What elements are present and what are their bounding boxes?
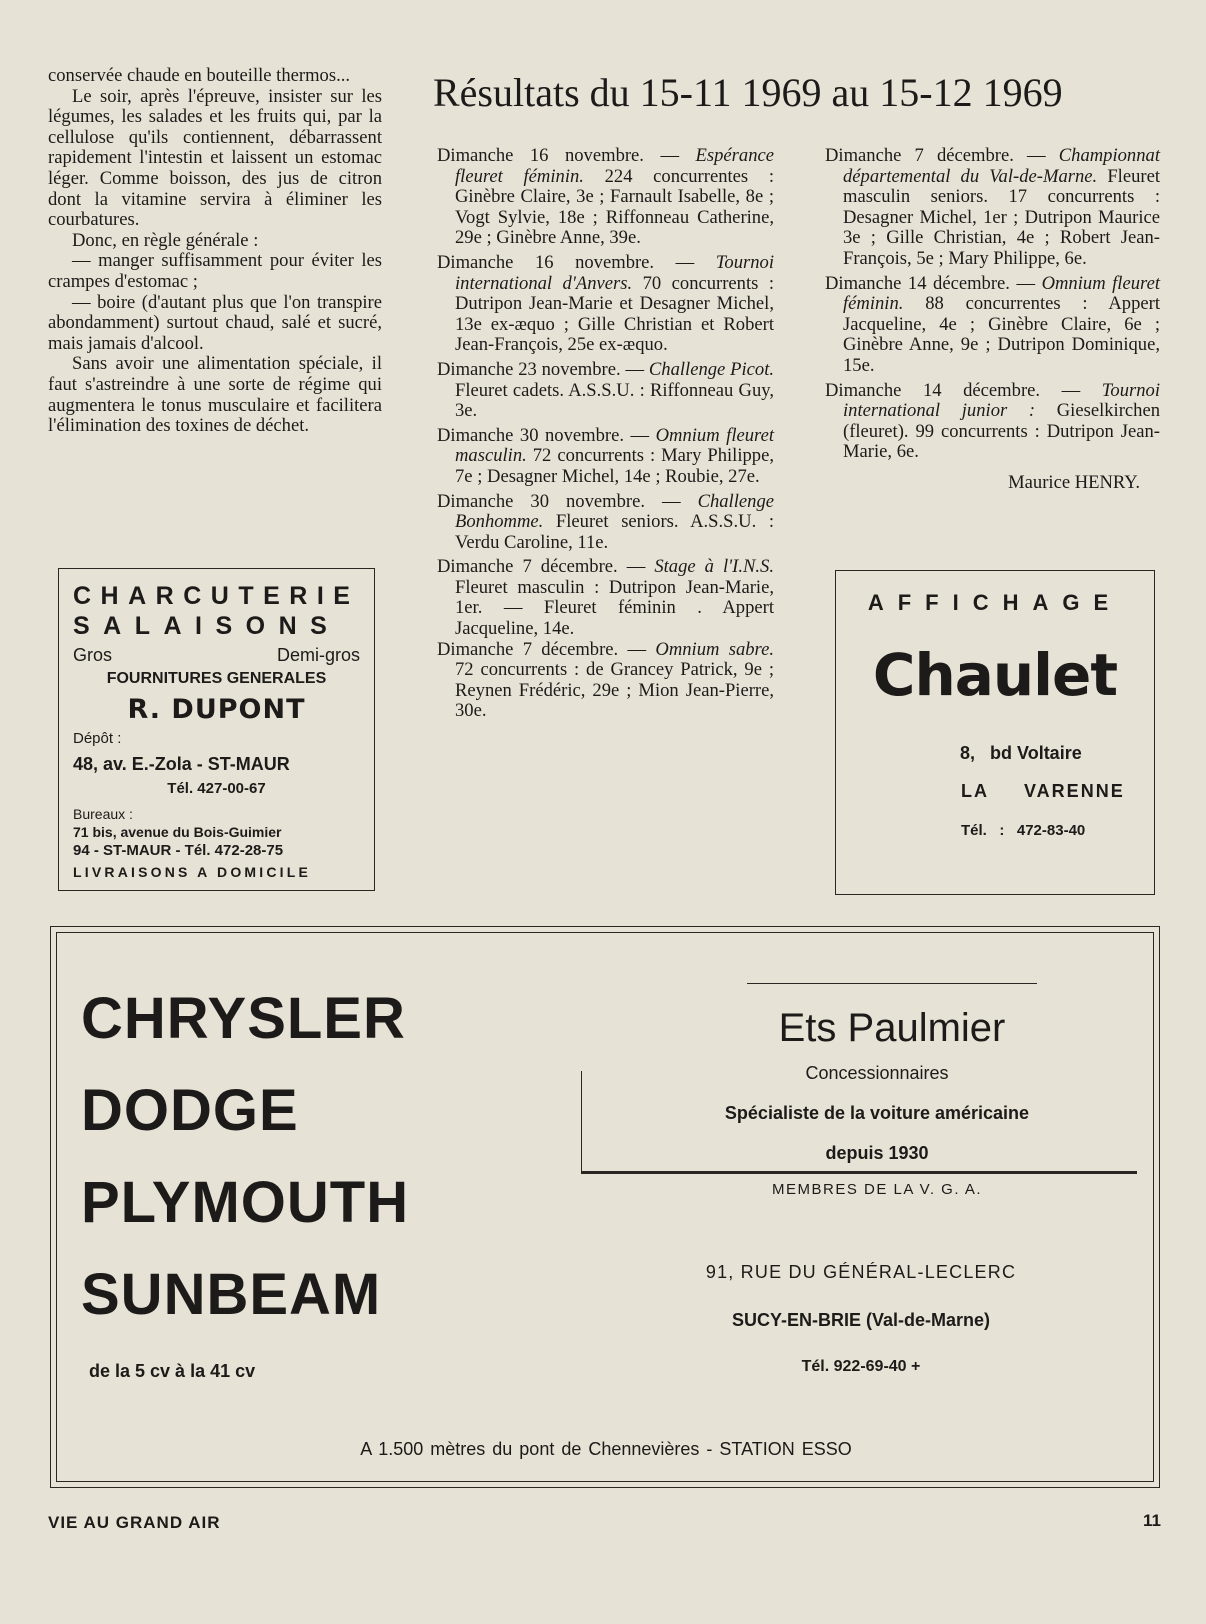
ad-paulmier-concession: Concessionnaires — [805, 1063, 949, 1083]
ad-chaulet-name: Chaulet — [872, 641, 1118, 709]
page-number: 11 — [1143, 1511, 1161, 1530]
paragraph: — manger suffisamment pour éviter les crampes d'estomac ; — [48, 250, 382, 292]
result-entry: Dimanche 14 décembre. — Omnium fleuret féminin. 88 concurrentes : Appert Jacqueline, 4e ; Ginèbre Claire, 6e ; Ginèbre Anne, 9e ; Dutripon Dominique, 15e. — [825, 272, 1160, 376]
ad-chaulet-address-number: 8, — [960, 743, 976, 763]
ad-chaulet-phone-label: Tél. — [961, 822, 987, 839]
result-entry: Dimanche 7 décembre. — Omnium sabre. 72 concurrents : de Grancey Patrick, 9e ; Reynen Frédéric, 29e ; Mion Jean-Pierre, 30e. — [437, 638, 775, 722]
ad-chaulet-town-a: LA — [961, 781, 989, 801]
ad-dupont — [58, 568, 375, 891]
results-column-2 — [825, 146, 1160, 494]
result-entry: Dimanche 16 novembre. — Espérance fleuret féminin. 224 concurrentes : Ginèbre Claire, 3e ; Farnault Isabelle, 8e ; Vogt Sylvie, 18e ; Riffonneau Catherine, 29e ; Ginèbre Anne, 39e. — [437, 145, 774, 249]
result-entry: Dimanche 23 novembre. — Challenge Picot. Fleuret cadets. A.S.S.U. : Riffonneau Guy, 3e. — [437, 358, 775, 422]
ad-paulmier-range: de la 5 cv à la 41 cv — [89, 1361, 256, 1381]
ad-chaulet-affichage: AFFICHAGE — [867, 590, 1123, 615]
ad-paulmier-footer: A 1.500 mètres du pont de Chennevières - STATION ESSO — [360, 1439, 852, 1459]
ad-paulmier — [56, 932, 1154, 1482]
result-entry: Dimanche 30 novembre. — Omnium fleuret masculin. 72 concurrents : Mary Philippe, 7e ; Desagner Michel, 14e ; Roubie, 27e. — [437, 424, 775, 487]
ad-chaulet-phone-sep: : — [999, 822, 1005, 839]
ad-chaulet-phone: 472-83-40 — [1016, 822, 1086, 839]
paragraph: Donc, en règle générale : — [72, 229, 259, 251]
ad-dupont-bureau-town: 94 - ST-MAUR - Tél. 472-28-75 — [73, 842, 284, 859]
ad-dupont-line2: SALAISONS — [73, 612, 341, 640]
ad-paulmier-town: SUCY-EN-BRIE (Val-de-Marne) — [731, 1310, 991, 1330]
ad-paulmier-address: 91, RUE DU GÉNÉRAL-LECLERC — [705, 1262, 1017, 1282]
result-entry: Dimanche 14 décembre. — Tournoi international junior : Gieselkirchen (fleuret). 99 concurrents : Dutripon Jean-Marie, 6e. — [825, 379, 1160, 463]
ad-dupont-line1: CHARCUTERIE — [73, 582, 360, 610]
ad-paulmier-specialiste: Spécialiste de la voiture américaine — [724, 1103, 1030, 1123]
result-entry: Dimanche 30 novembre. — Challenge Bonhomme. Fleuret seniors. A.S.S.U. : Verdu Caroline, 11e. — [437, 490, 774, 553]
ad-chaulet-address: bd Voltaire — [990, 743, 1082, 763]
ad-dupont-phone: Tél. 427-00-67 — [167, 780, 266, 797]
paragraph: — boire (d'autant plus que l'on transpire abondamment) surtout chaud, salé et sucré, mais jamais d'alcool. — [48, 291, 382, 354]
author-signature: Maurice HENRY. — [1008, 471, 1140, 493]
divider — [747, 983, 1037, 984]
ad-paulmier-depuis: depuis 1930 — [825, 1143, 929, 1163]
left-article-column — [48, 66, 382, 437]
ad-paulmier-name: Ets Paulmier — [778, 1006, 1006, 1050]
ad-dupont-demigros: Demi-gros — [276, 645, 360, 665]
ad-dupont-address: 48, av. E.-Zola - ST-MAUR — [73, 754, 290, 774]
ad-dupont-name: R. DUPONT — [127, 694, 306, 725]
ad-dupont-depot: Dépôt : — [73, 730, 122, 747]
ad-chaulet-town-b: VARENNE — [1024, 781, 1125, 801]
ad-paulmier-phone: Tél. 922-69-40 + — [801, 1358, 921, 1375]
magazine-name: VIE AU GRAND AIR — [48, 1513, 221, 1532]
brand-plymouth: PLYMOUTH — [81, 1170, 410, 1235]
ad-paulmier-membres: MEMBRES DE LA V. G. A. — [771, 1181, 982, 1198]
result-entry: Dimanche 16 novembre. — Tournoi international d'Anvers. 70 concurrents : Dutripon Jean-Marie et Desagner Michel, 13e ex-æquo ; Gille Christian et Robert Jean-François, 25e ex-æquo. — [437, 251, 774, 356]
brand-sunbeam: SUNBEAM — [81, 1262, 382, 1327]
paragraph: Le soir, après l'épreuve, insister sur les légumes, les salades et les fruits qui, par la cellulose qu'ils contiennent, débarrassent rapidement l'intestin et laissent un estomac léger. Comme boisson, des jus de citron dont la vitamine servira à éliminer les courbatures. — [48, 85, 382, 231]
ad-paulmier-brands — [81, 973, 531, 1341]
ad-dupont-delivery: LIVRAISONS A DOMICILE — [73, 864, 312, 880]
ad-chaulet — [835, 570, 1155, 895]
paragraph: Sans avoir une alimentation spéciale, il faut s'astreindre à une sorte de régime qui augmentera le tonus musculaire et facilitera l'élimination des toxines de déchet. — [48, 353, 382, 437]
result-entry: Dimanche 7 décembre. — Stage à l'I.N.S. Fleuret masculin : Dutripon Jean-Marie, 1er. — Fleuret féminin . Appert Jacqueline, 14e. — [437, 556, 774, 640]
brand-dodge: DODGE — [81, 1078, 299, 1143]
results-column-1 — [437, 146, 774, 722]
result-entry: Dimanche 7 décembre. — Championnat départemental du Val-de-Marne. Fleuret masculin seniors. 17 concurrents : Desagner Michel, 1er ; Dutripon Maurice 3e ; Gille Christian, 4e ; Robert Jean-François, 5e ; Mary Philippe, 6e. — [825, 145, 1160, 269]
brand-chrysler: CHRYSLER — [81, 986, 406, 1051]
ad-dupont-gros: Gros — [73, 645, 113, 665]
ad-dupont-fournitures: FOURNITURES GENERALES — [106, 670, 327, 687]
results-title: Résultats du 15-11 1969 au 15-12 1969 — [433, 70, 1063, 115]
paragraph: conservée chaude en bouteille thermos... — [48, 65, 351, 86]
ad-dupont-bureau-address: 71 bis, avenue du Bois-Guimier — [73, 824, 282, 840]
ad-dupont-bureaux: Bureaux : — [73, 806, 133, 822]
